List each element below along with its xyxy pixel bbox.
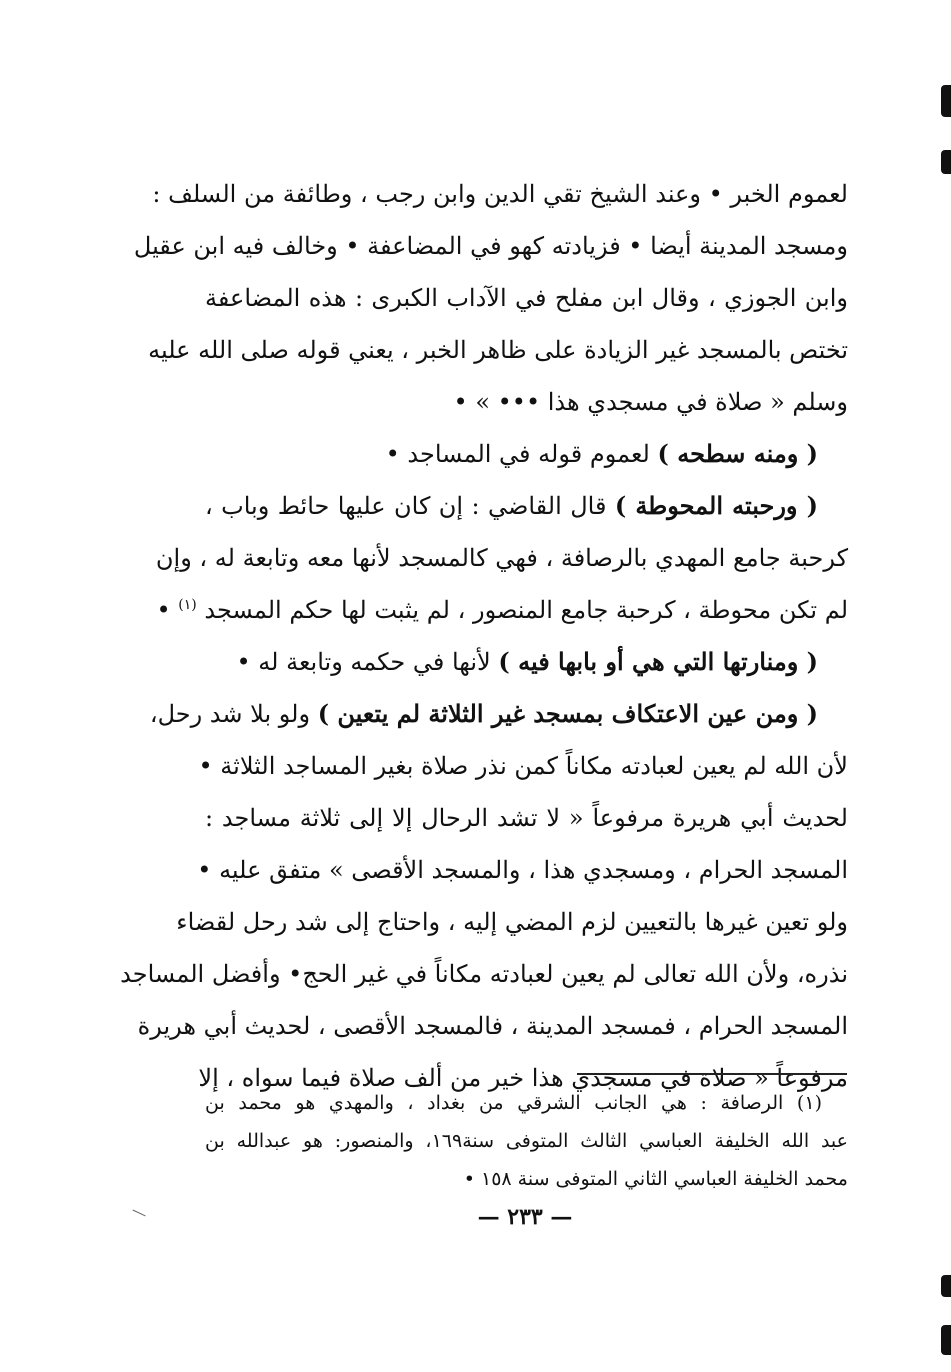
text-line xyxy=(148,324,848,376)
text-line xyxy=(205,428,848,480)
text-line xyxy=(120,948,848,1000)
text-segment: لأنها في حكمه وتابعة له • xyxy=(236,648,499,676)
footnotes xyxy=(205,1084,848,1198)
text-line xyxy=(156,584,848,636)
text-segment: مرفوعاً « صلاة في مسجدي هذا خير من ألف صلاة فيما سواه ، إلا xyxy=(198,1064,848,1092)
text-segment: المسجد الحرام ، فمسجد المدينة ، فالمسجد الأقصى ، لحديث أبي هريرة xyxy=(137,1012,848,1040)
text-segment: نذره، ولأن الله تعالى لم يعين لعبادته مكاناً في غير الحج• وأفضل المساجد xyxy=(120,960,848,988)
text-line xyxy=(133,220,848,272)
text-line xyxy=(197,844,848,896)
text-line xyxy=(155,532,848,584)
text-line xyxy=(176,896,848,948)
footnote-line: عبد الله الخليفة العباسي الثالث المتوفى سنة١٦٩، والمنصور: هو عبدالله بن xyxy=(205,1130,849,1152)
text-line xyxy=(205,480,848,532)
scan-edge-mark xyxy=(941,85,951,117)
main-text xyxy=(120,168,848,1104)
bold-matn-text: ( ومنه سطحه ) xyxy=(657,439,818,468)
text-segment: لحديث أبي هريرة مرفوعاً « لا تشد الرحال إلا إلى ثلاثة مساجد : xyxy=(205,804,848,832)
text-line xyxy=(152,168,848,220)
text-segment: لعموم قوله في المساجد • xyxy=(385,440,658,468)
text-segment: وابن الجوزي ، وقال ابن مفلح في الآداب الكبرى : هذه المضاعفة xyxy=(205,284,848,312)
page-number: — ٢٣٣ — xyxy=(477,1204,573,1230)
text-segment: قال القاضي : إن كان عليها حائط وباب ، xyxy=(205,492,615,520)
text-line xyxy=(198,740,848,792)
text-segment: وسلم « صلاة في مسجدي هذا ••• » • xyxy=(453,388,848,416)
text-line xyxy=(137,1000,848,1052)
text-line xyxy=(205,636,848,688)
scan-edge-mark xyxy=(941,1275,951,1297)
text-segment: تختص بالمسجد غير الزيادة على ظاهر الخبر ، يعني قوله صلى الله عليه xyxy=(148,336,848,364)
text-segment: ومسجد المدينة أيضا • فزيادته كهو في المضاعفة • وخالف فيه ابن عقيل xyxy=(133,232,848,260)
text-segment: المسجد الحرام ، ومسجدي هذا ، والمسجد الأقصى » متفق عليه • xyxy=(197,856,848,884)
text-segment: ولو تعين غيرها بالتعيين لزم المضي إليه ، واحتاج إلى شد رحل لقضاء xyxy=(176,908,848,936)
text-segment: ولو بلا شد رحل، xyxy=(149,700,318,728)
footnote-ref: (١) xyxy=(178,597,197,613)
bold-matn-text: ( ومنارتها التي هي أو بابها فيه ) xyxy=(498,647,818,676)
text-line xyxy=(205,792,848,844)
footnote-separator xyxy=(577,1073,847,1075)
text-segment: لأن الله لم يعين لعبادته مكاناً كمن نذر صلاة بغير المساجد الثلاثة • xyxy=(198,752,848,780)
text-segment: كرحبة جامع المهدي بالرصافة ، فهي كالمسجد لأنها معه وتابعة له ، وإن xyxy=(155,544,848,572)
footnote-line: (١) الرصافة : هي الجانب الشرقي من بغداد ، والمهدي هو محمد بن xyxy=(205,1092,822,1114)
footnote-line: محمد الخليفة العباسي الثاني المتوفى سنة ١٥٨ • xyxy=(463,1168,848,1190)
bold-matn-text: ( ورحبته المحوطة ) xyxy=(614,491,819,520)
scan-edge-mark xyxy=(941,1325,951,1355)
scan-speck xyxy=(128,1210,145,1226)
text-segment: • xyxy=(156,596,179,624)
text-segment: لم تكن محوطة ، كرحبة جامع المنصور ، لم يثبت لها حكم المسجد xyxy=(196,596,848,624)
scan-edge-mark xyxy=(941,150,951,174)
text-line xyxy=(205,376,848,428)
text-segment: لعموم الخبر • وعند الشيخ تقي الدين وابن رجب ، وطائفة من السلف : xyxy=(152,180,848,208)
bold-matn-text: ( ومن عين الاعتكاف بمسجد غير الثلاثة لم يتعين ) xyxy=(317,699,818,728)
text-line xyxy=(149,688,848,740)
text-line xyxy=(205,272,848,324)
